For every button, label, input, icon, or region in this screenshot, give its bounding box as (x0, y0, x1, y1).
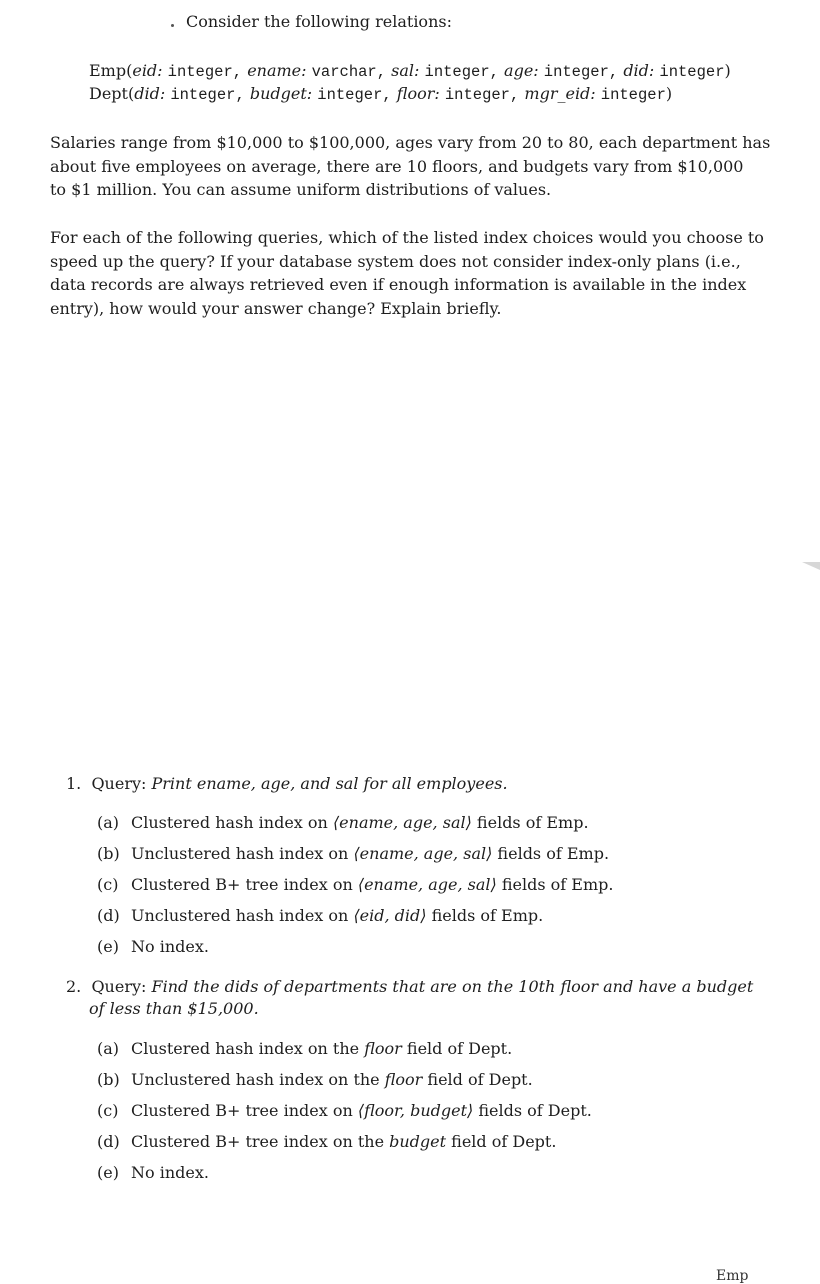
option-label: (a) (97, 813, 120, 832)
option-2c (97, 1101, 592, 1120)
option-fields: ⟨ename, age, sal⟩ (357, 875, 497, 894)
option-1b (97, 844, 609, 863)
option-2d (97, 1132, 556, 1151)
query-text: Find the dids of departments that are on the 10th floor and have a budget (151, 977, 754, 996)
emp-attr-did: did (623, 61, 649, 80)
option-suffix: fields of Emp. (492, 844, 610, 863)
option-2b (97, 1070, 533, 1089)
option-label: (b) (97, 1070, 120, 1089)
assumptions-paragraph (50, 131, 771, 202)
emp-attr-eid: eid (132, 61, 158, 80)
option-label: (e) (97, 1163, 119, 1182)
query-text: Print ename, age, and sal for all employees. (151, 774, 508, 793)
option-label: (b) (97, 844, 120, 863)
option-fields: floor (364, 1039, 402, 1058)
option-text: No index. (131, 937, 209, 956)
option-1e (97, 937, 209, 956)
paragraph-line: to $1 million. You can assume uniform distributions of values. (50, 180, 552, 199)
page-edge-mark (802, 562, 820, 570)
paragraph-line: speed up the query? If your database system does not consider index-only plans (i.e., (50, 251, 741, 271)
paragraph-line: about five employees on average, there are 10 floors, and budgets vary from $10,000 (50, 156, 744, 176)
option-fields: ⟨eid, did⟩ (353, 906, 427, 925)
option-text: No index. (131, 1163, 209, 1182)
option-text: Clustered B+ tree index on the (131, 1132, 390, 1151)
instructions-paragraph (50, 226, 764, 320)
dept-attr-budget: budget (249, 84, 307, 103)
option-text: Unclustered hash index on the (131, 1070, 385, 1089)
emp-type-age: integer (543, 63, 609, 81)
option-fields: ⟨floor, budget⟩ (357, 1101, 474, 1120)
emp-schema: Emp(eid: integer, ename: varchar, sal: integer, age: integer, did: integer) (89, 61, 731, 81)
dept-relation-name: Dept (89, 84, 128, 103)
option-text: Unclustered hash index on (131, 906, 354, 925)
option-label: (e) (97, 937, 119, 956)
paragraph-line: entry), how would your answer change? Explain briefly. (50, 298, 502, 318)
question-2-header (66, 977, 753, 996)
option-text: Clustered B+ tree index on (131, 875, 358, 894)
dept-attr-floor: floor (396, 84, 435, 103)
option-fields: budget (389, 1132, 447, 1151)
question-number: 1. (66, 774, 82, 793)
option-label: (d) (97, 906, 120, 925)
dept-type-did: integer (170, 86, 236, 104)
option-2e (97, 1163, 209, 1182)
query-prefix: Query: (91, 977, 152, 996)
intro-text: Consider the following relations: (186, 12, 452, 31)
question-number: 2. (66, 977, 82, 996)
option-label: (c) (97, 1101, 119, 1120)
option-text: Clustered B+ tree index on (131, 1101, 358, 1120)
option-label: (c) (97, 875, 119, 894)
option-text: Clustered hash index on the (131, 1039, 365, 1058)
dept-schema: Dept(did: integer, budget: integer, floor: integer, mgr_eid: integer) (89, 84, 673, 104)
paragraph-line: Salaries range from $10,000 to $100,000, ages vary from 20 to 80, each department has (50, 133, 771, 152)
option-suffix: field of Dept. (422, 1070, 533, 1089)
paragraph-line: For each of the following queries, which of the listed index choices would you choose to (50, 228, 764, 247)
option-1c (97, 875, 613, 894)
dept-attr-mgr-eid: mgr_eid (524, 84, 591, 103)
query-text-continued: of less than $15,000. (89, 999, 259, 1018)
option-suffix: field of Dept. (446, 1132, 557, 1151)
emp-type-ename: varchar (311, 63, 377, 81)
dept-type-mgr-eid: integer (600, 86, 666, 104)
emp-attr-ename: ename (247, 61, 302, 80)
option-label: (d) (97, 1132, 120, 1151)
option-text: Unclustered hash index on (131, 844, 354, 863)
bullet-dot (171, 24, 174, 27)
cropped-footer-text: Emp (716, 1268, 749, 1284)
option-fields: ⟨ename, age, sal⟩ (332, 813, 472, 832)
question-1-header (66, 774, 508, 793)
option-suffix: fields of Emp. (496, 875, 614, 894)
dept-attr-did: did (134, 84, 160, 103)
option-fields: floor (384, 1070, 423, 1089)
paragraph-line: data records are always retrieved even if enough information is available in the index (50, 275, 747, 294)
query-prefix: Query: (91, 774, 152, 793)
option-text: Clustered hash index on (131, 813, 333, 832)
option-suffix: field of Dept. (401, 1039, 513, 1058)
option-suffix: fields of Emp. (426, 906, 544, 925)
emp-type-sal: integer (424, 63, 490, 81)
emp-type-eid: integer (167, 63, 233, 81)
emp-attr-sal: sal (391, 61, 415, 80)
option-1d (97, 906, 543, 925)
dept-type-budget: integer (317, 86, 383, 104)
dept-type-floor: integer (444, 86, 510, 104)
option-suffix: fields of Dept. (473, 1101, 592, 1120)
emp-type-did: integer (659, 63, 725, 81)
option-1a (97, 813, 589, 832)
emp-attr-age: age (504, 61, 534, 80)
option-suffix: fields of Emp. (471, 813, 589, 832)
option-label: (a) (97, 1039, 120, 1058)
option-fields: ⟨ename, age, sal⟩ (353, 844, 493, 863)
option-2a (97, 1039, 512, 1058)
emp-relation-name: Emp (89, 61, 127, 80)
